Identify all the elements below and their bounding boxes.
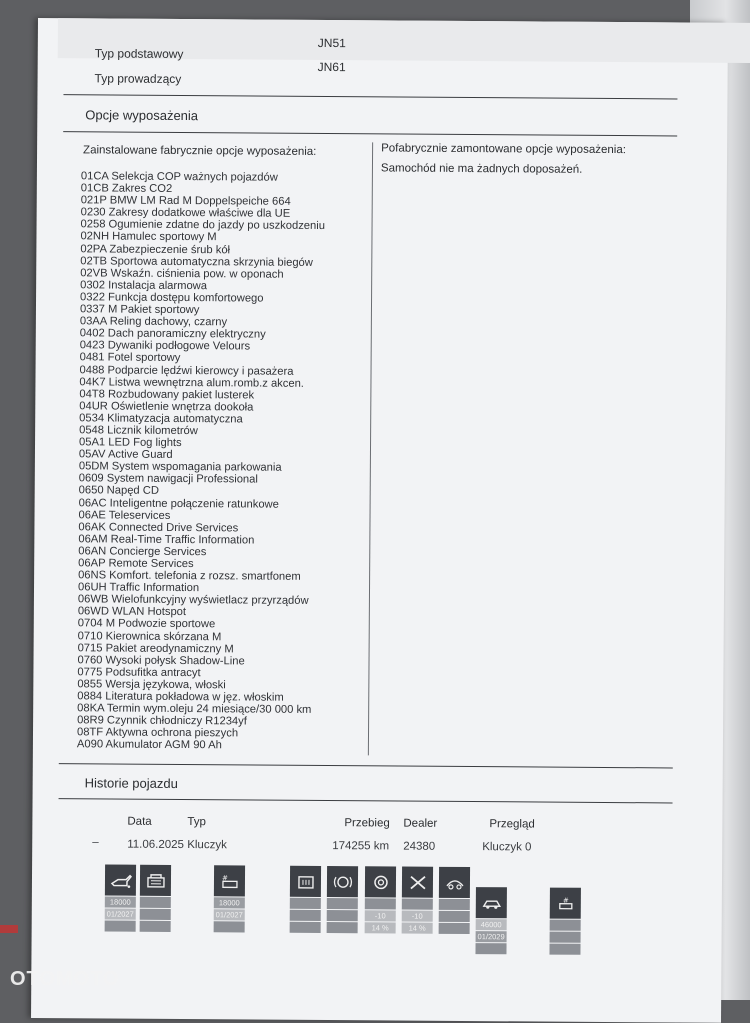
- factory-option-item: 0704 M Podwozie sportowe: [77, 617, 216, 631]
- retrofit-options-heading: Pofabrycznie zamontowane opcje wyposażenia:: [381, 142, 626, 157]
- factory-option-item: 04T8 Rozbudowany pakiet lusterek: [79, 387, 255, 402]
- factory-option-item: 06AP Remote Services: [78, 557, 194, 571]
- service-item-vehicle-check: [475, 887, 506, 955]
- service-microfilter-extra: [140, 921, 171, 932]
- spark-plug-icon: [550, 888, 581, 919]
- otomoto-watermark: OTOMOTO: [10, 968, 120, 990]
- factory-option-item: 0302 Instalacja alarmowa: [80, 279, 208, 293]
- factory-option-item: 021P BMW LM Rad M Doppelspeiche 664: [80, 194, 291, 208]
- header-rule: [63, 94, 677, 99]
- factory-option-item: 02VB Wskaźn. ciśnienia pow. w oponach: [80, 267, 284, 281]
- history-row-type: Kluczyk: [187, 839, 227, 852]
- options-end-rule: [59, 763, 673, 768]
- factory-option-item: 0715 Pakiet areodynamiczny M: [77, 641, 234, 656]
- history-row-dealer: 24380: [403, 840, 436, 853]
- service-microfilter-value: [140, 897, 171, 908]
- factory-option-item: 0230 Zakresy dodatkowe właściwe dla UE: [80, 206, 291, 221]
- factory-option-item: 06AK Connected Drive Services: [78, 521, 239, 535]
- service-brake-fluid-value: -10: [365, 910, 396, 921]
- factory-option-item: 0337 M Pakiet sportowy: [79, 303, 200, 317]
- service-item-brake-rear: [439, 867, 470, 935]
- service-item-brake-fluid: [365, 866, 396, 934]
- factory-option-item: 08TF Aktywna ochrona pieszych: [76, 726, 239, 740]
- brake-rear-icon: [439, 867, 470, 898]
- svg-text:#: #: [221, 873, 228, 882]
- service-air-filter-value: 18000: [214, 897, 245, 908]
- factory-option-item: 01CB Zakres CO2: [80, 182, 173, 196]
- service-microfilter-date: [140, 909, 171, 920]
- factory-option-item: 08R9 Czynnik chłodniczy R1234yf: [77, 714, 247, 728]
- service-vehicle-check-extra: [475, 943, 506, 954]
- brake-front-icon: [327, 866, 358, 897]
- factory-option-item: 02PA Zabezpieczenie śrub kół: [80, 242, 231, 256]
- factory-option-item: 06NS Komfort. telefonia z rozsz. smartfonem: [78, 569, 301, 583]
- service-brake-front-value: [327, 898, 358, 909]
- document-page: [31, 18, 728, 1023]
- factory-option-item: 0650 Napęd CD: [78, 484, 159, 498]
- service-brake-front-date: [327, 910, 358, 921]
- factory-option-item: 0534 Klimatyzacja automatyczna: [79, 412, 243, 426]
- service-item-oil: [105, 864, 136, 932]
- factory-option-item: 06WB Wielofunkcyjny wyświetlacz przyrządów: [77, 593, 309, 608]
- svg-text:#: #: [562, 896, 569, 905]
- base-type-label: Typ podstawowy: [94, 46, 184, 62]
- service-spark-plug-date: [550, 932, 581, 943]
- service-oil-extra: [105, 920, 136, 931]
- history-row-date: 11.06.2025: [127, 838, 184, 852]
- factory-option-item: 02NH Hamulec sportowy M: [80, 230, 217, 244]
- service-tools-icon: [402, 867, 433, 898]
- service-item-microfilter: [140, 865, 171, 933]
- factory-options-heading: Zainstalowane fabrycznie opcje wyposażenia:: [83, 144, 317, 158]
- factory-option-item: 05DM System wspomagania parkowania: [78, 460, 282, 474]
- factory-option-item: 0710 Kierownica skórzana M: [77, 629, 222, 643]
- history-col-mileage: Przebieg: [344, 817, 390, 830]
- brake-fluid-icon: [365, 866, 396, 897]
- factory-option-item: 05A1 LED Fog lights: [78, 436, 182, 450]
- history-title: Historie pojazdu: [84, 775, 178, 791]
- factory-option-item: 0402 Dach panoramiczny elektryczny: [79, 327, 266, 341]
- service-spark-plug-extra: [549, 944, 580, 955]
- factory-option-item: 05AV Active Guard: [78, 448, 173, 462]
- factory-option-item: 0488 Podparcie lędźwi kierowcy i pasażera: [79, 363, 294, 378]
- factory-option-item: 0884 Literatura pokładowa w jęz. włoskim: [77, 690, 284, 704]
- service-air-filter-extra: [214, 921, 245, 932]
- factory-option-item: 06AC Inteligentne połączenie ratunkowe: [78, 496, 279, 511]
- retrofit-note: Samochód nie ma żadnych doposażeń.: [380, 162, 583, 176]
- factory-option-item: 0322 Funkcja dostępu komfortowego: [80, 291, 264, 305]
- factory-option-item: 0258 Ogumienie zdatne do jazdy po uszkodzeniu: [80, 218, 326, 233]
- service-brake-rear-date: [439, 911, 470, 922]
- air-filter-icon: [214, 865, 245, 896]
- history-col-type: Typ: [187, 816, 206, 829]
- service-tools-value: -10: [402, 911, 433, 922]
- service-oil-value: 18000: [105, 896, 136, 907]
- red-tab: [0, 925, 18, 933]
- service-vehicle-check-value: 46000: [476, 919, 507, 930]
- service-item-tools: [402, 867, 433, 935]
- equipment-rule: [63, 131, 677, 136]
- factory-option-item: 06UH Traffic Information: [77, 581, 200, 595]
- factory-option-item: 04UR Oświetlenie wnętrza dookoła: [79, 400, 254, 414]
- factory-option-item: 06AE Teleservices: [78, 508, 171, 522]
- factory-option-item: 03AA Reling dachowy, czarny: [79, 315, 228, 329]
- vehicle-check-icon: [476, 887, 507, 918]
- history-col-date: Data: [127, 815, 152, 828]
- fuel-filter-icon: [290, 866, 321, 897]
- service-fuel-filter-value: [290, 898, 321, 909]
- factory-option-item: 01CA Selekcja COP ważnych pojazdów: [80, 170, 278, 184]
- history-col-dealer: Dealer: [403, 817, 438, 830]
- factory-option-item: 04K7 Listwa wewnętrzna alum.romb.z akcen.: [79, 375, 304, 390]
- history-rule: [59, 798, 673, 803]
- service-air-filter-date: 01/2027: [215, 910, 243, 920]
- lead-type-value: JN61: [317, 59, 346, 75]
- service-tools-extra: [402, 899, 433, 910]
- equipment-title: Opcje wyposażenia: [85, 107, 199, 124]
- service-brake-fluid-date: 14 %: [365, 922, 396, 933]
- factory-option-item: 06AN Concierge Services: [78, 545, 207, 559]
- history-col-inspection: Przegląd: [489, 818, 535, 831]
- oil-can-icon: [105, 864, 136, 895]
- service-item-air-filter: [214, 865, 245, 933]
- factory-option-item: 06WD WLAN Hotspot: [77, 605, 187, 619]
- factory-option-item: 0760 Wysoki połysk Shadow-Line: [77, 654, 245, 668]
- service-brake-front-extra: [327, 922, 358, 933]
- service-vehicle-check-date: 01/2029: [477, 932, 505, 942]
- service-spark-plug-value: [550, 920, 581, 931]
- service-brake-rear-extra: [439, 923, 470, 934]
- base-type-value: JN51: [317, 35, 346, 51]
- service-item-brake-front: [327, 866, 358, 934]
- factory-option-item: 0855 Wersja językowa, włoski: [77, 678, 226, 692]
- service-tools-date: 14 %: [402, 923, 433, 934]
- service-brake-rear-value: [439, 899, 470, 910]
- history-row-inspection: Kluczyk 0: [482, 841, 532, 854]
- factory-option-item: 0548 Licznik kilometrów: [79, 424, 198, 438]
- service-fuel-filter-date: [290, 910, 321, 921]
- microfilter-icon: [140, 865, 171, 896]
- lead-type-label: Typ prowadzący: [94, 71, 182, 87]
- factory-option-item: 02TB Sportowa automatyczna skrzynia biegów: [80, 254, 313, 269]
- factory-option-item: 08KA Termin wym.oleju 24 miesiące/30 000 km: [77, 702, 312, 717]
- history-row-bullet: –: [92, 836, 99, 849]
- factory-option-item: 0481 Fotel sportowy: [79, 351, 181, 365]
- history-row-mileage: 174255 km: [332, 840, 390, 853]
- factory-option-item: 0609 System nawigacji Professional: [78, 472, 258, 486]
- factory-option-item: 06AM Real-Time Traffic Information: [78, 533, 255, 547]
- factory-option-item: 0423 Dywaniki podłogowe Velours: [79, 339, 251, 353]
- factory-options-list: [77, 170, 371, 753]
- service-oil-date: 01/2027: [106, 909, 134, 919]
- service-brake-fluid-extra: [365, 898, 396, 909]
- service-fuel-filter-extra: [290, 922, 321, 933]
- factory-option-item: A090 Akumulator AGM 90 Ah: [76, 738, 222, 752]
- factory-option-item: 0775 Podsufitka antracyt: [77, 666, 201, 679]
- service-item-spark-plug: [549, 888, 580, 956]
- service-item-fuel-filter: [290, 866, 321, 934]
